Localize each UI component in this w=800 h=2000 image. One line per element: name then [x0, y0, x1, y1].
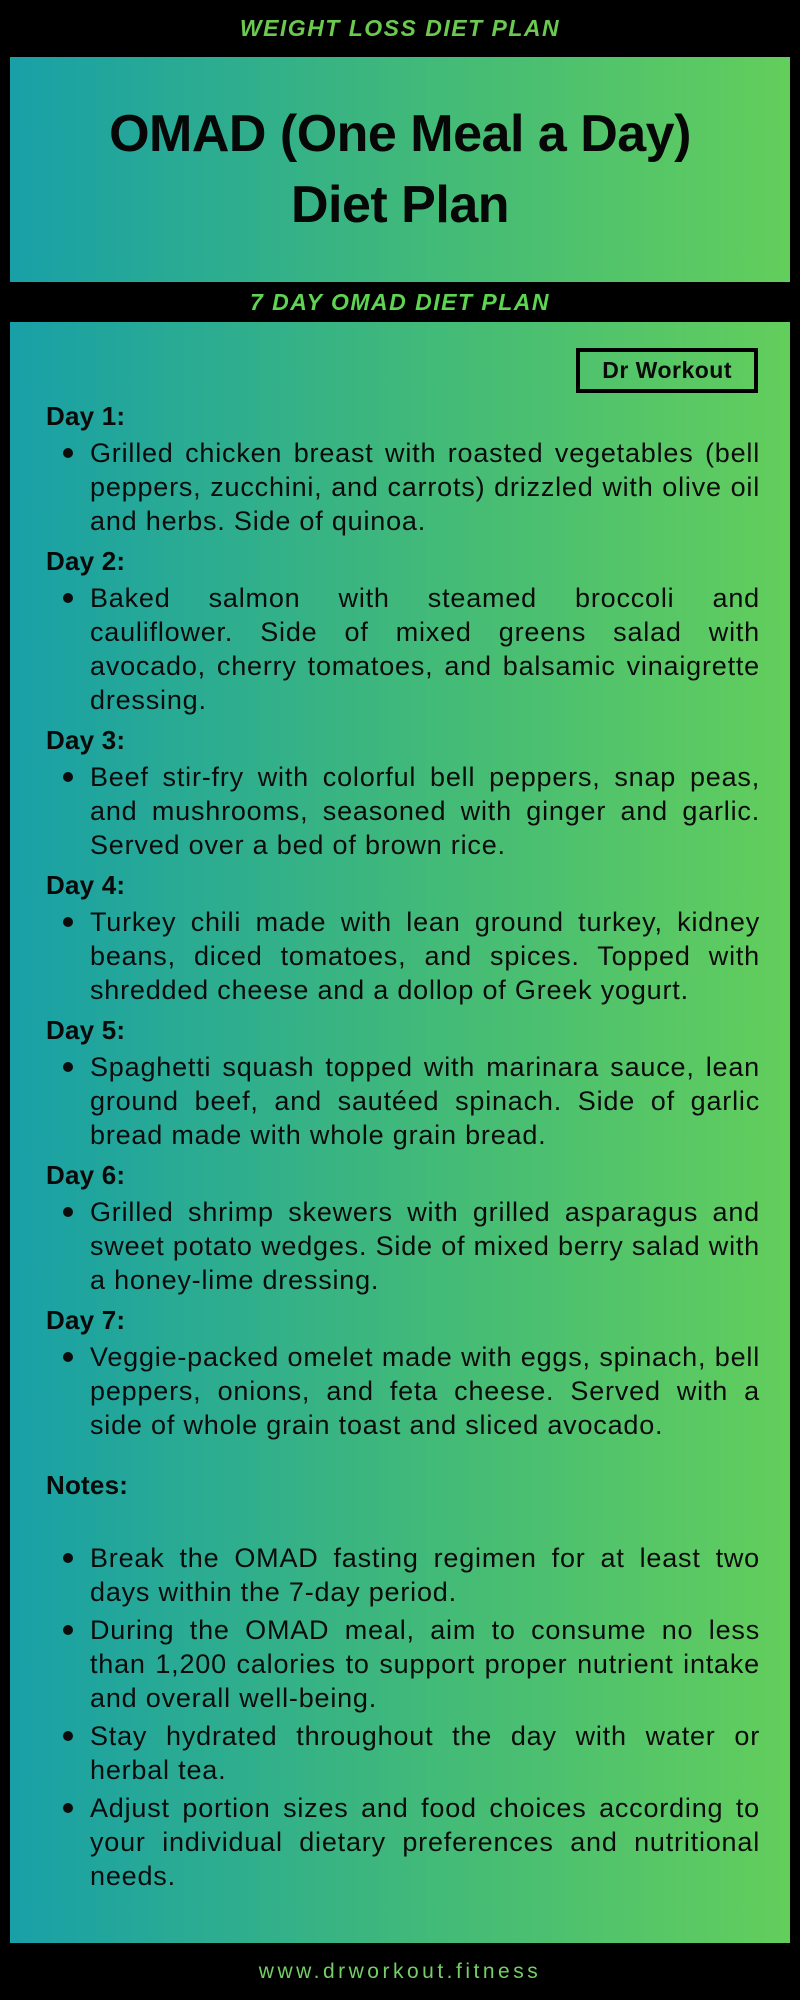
day-label-5: Day 5:: [46, 1015, 126, 1045]
meal-list-5: [46, 1050, 760, 1152]
section-banner: [0, 282, 800, 322]
footer-url: www.drworkout.fitness: [258, 1959, 542, 1983]
meal-item: Veggie-packed omelet made with eggs, spinach, bell peppers, onions, and feta cheese. Served with a side of whole grain toast and sliced avocado.: [90, 1342, 760, 1440]
notes-list: [46, 1541, 760, 1893]
day-label-3: Day 3:: [46, 725, 126, 755]
page-title-line2: Diet Plan: [291, 175, 509, 234]
notes-heading: Notes:: [46, 1470, 129, 1500]
footer: [0, 1943, 800, 2000]
day-label-1: Day 1:: [46, 401, 126, 431]
meal-list-2: [46, 581, 760, 717]
note-item: During the OMAD meal, aim to consume no less than 1,200 calories to support proper nutrient intake and overall well-being.: [90, 1615, 760, 1713]
top-banner: [0, 0, 800, 57]
gradient-panel: [10, 57, 790, 1943]
top-banner-text: WEIGHT LOSS DIET PLAN: [239, 15, 561, 41]
day-section-3: [46, 725, 760, 862]
badge-row: [46, 348, 758, 393]
meal-list-3: [46, 760, 760, 862]
page-title-line1: OMAD (One Meal a Day): [109, 104, 691, 163]
meal-list-7: [46, 1340, 760, 1442]
meal-list-1: [46, 436, 760, 538]
day-section-1: [46, 401, 760, 538]
day-label-7: Day 7:: [46, 1305, 126, 1335]
day-section-4: [46, 870, 760, 1007]
day-section-7: [46, 1305, 760, 1442]
day-label-4: Day 4:: [46, 870, 126, 900]
day-section-6: [46, 1160, 760, 1297]
brand-badge: Dr Workout: [576, 348, 758, 393]
hero-title-block: [10, 57, 790, 282]
section-banner-text: 7 DAY OMAD DIET PLAN: [249, 288, 551, 315]
meal-item: Spaghetti squash topped with marinara sauce, lean ground beef, and sautéed spinach. Side of garlic bread made with whole grain bread.: [90, 1052, 760, 1150]
meal-item: Turkey chili made with lean ground turkey, kidney beans, diced tomatoes, and spices. Topped with shredded cheese and a dollop of Greek yogurt.: [90, 907, 760, 1005]
day-section-5: [46, 1015, 760, 1152]
day-label-6: Day 6:: [46, 1160, 126, 1190]
meal-item: Grilled chicken breast with roasted vegetables (bell peppers, zucchini, and carrots) drizzled with olive oil and herbs. Side of quinoa.: [90, 438, 760, 536]
meal-item: Beef stir-fry with colorful bell peppers, snap peas, and mushrooms, seasoned with ginger and garlic. Served over a bed of brown rice.: [90, 762, 760, 860]
main-content: [10, 322, 790, 1943]
day-label-2: Day 2:: [46, 546, 126, 576]
meal-list-4: [46, 905, 760, 1007]
meal-list-6: [46, 1195, 760, 1297]
day-section-2: [46, 546, 760, 717]
note-item: Stay hydrated throughout the day with water or herbal tea.: [90, 1721, 760, 1785]
note-item: Adjust portion sizes and food choices according to your individual dietary preferences and nutritional needs.: [90, 1793, 760, 1891]
meal-item: Grilled shrimp skewers with grilled asparagus and sweet potato wedges. Side of mixed berry salad with a honey-lime dressing.: [90, 1197, 760, 1295]
note-item: Break the OMAD fasting regimen for at least two days within the 7-day period.: [90, 1543, 760, 1607]
meal-item: Baked salmon with steamed broccoli and cauliflower. Side of mixed greens salad with avocado, cherry tomatoes, and balsamic vinaigrette dressing.: [90, 583, 760, 715]
